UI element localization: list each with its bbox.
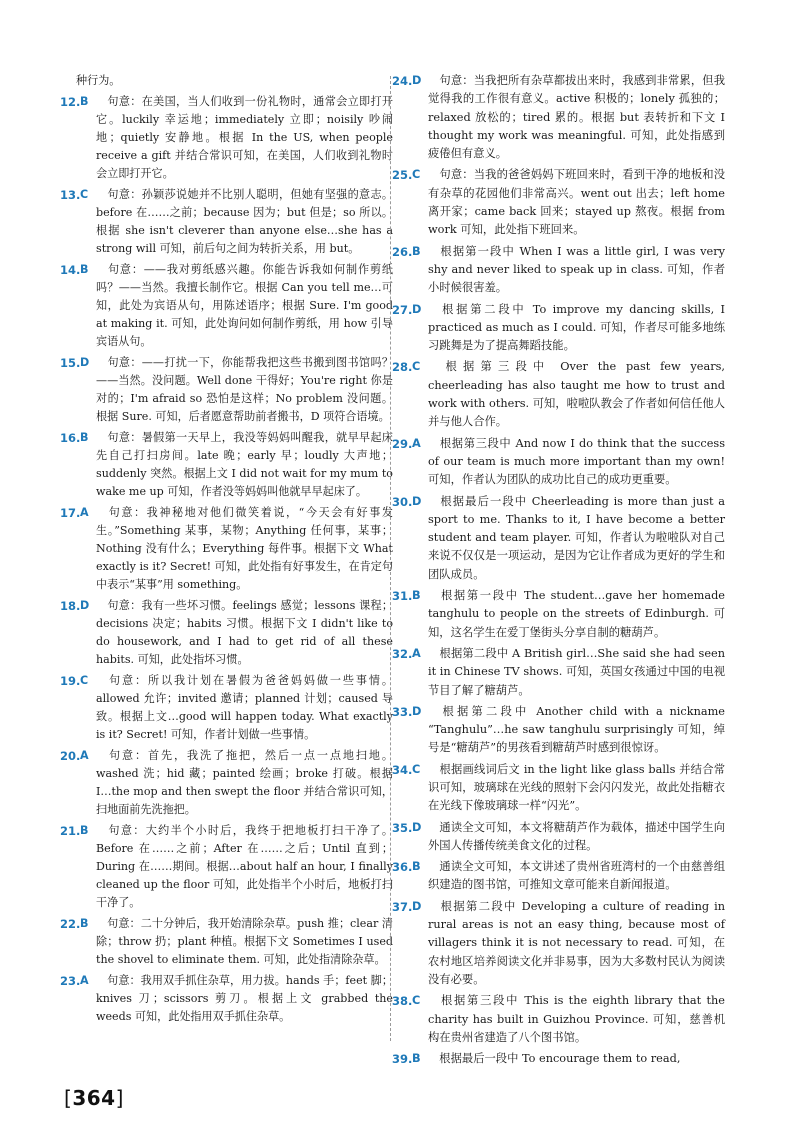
answer-item: [392, 301, 725, 356]
answer-letter: D: [412, 494, 422, 508]
explanation-text: 根据第二段中 A British girl…She said she had seen it in Chinese TV shows. 可知，英国女孩通过中国的电视节目了解了糖葫芦。: [428, 646, 725, 697]
answer-item: [60, 93, 393, 183]
question-number: 25.: [392, 168, 413, 183]
answer-letter: B: [80, 431, 89, 444]
question-number: 39.: [392, 1052, 413, 1067]
question-number: 38.: [392, 994, 413, 1009]
question-number: 24.: [392, 74, 413, 88]
explanation-text: 句意：——打扰一下，你能帮我把这些书搬到图书馆吗？——当然。没问题。Well done 干得好；You're right 你是对的；I'm afraid so 恐怕是这样；No problem 没问题。根据 Sure. 可知，后者愿意帮助前者搬书，D 项符合语境。: [96, 356, 393, 423]
question-number: 21.: [60, 824, 81, 838]
right-column: [392, 72, 725, 1071]
question-number: 26.: [392, 244, 413, 259]
explanation-text: 根据第一段中 When I was a little girl, I was very shy and never liked to speak up in class. 可知，作者小时候很害羞。: [428, 244, 725, 295]
question-number: 13.: [60, 188, 81, 202]
left-column: [60, 72, 393, 1029]
explanation-text: 句意：我有一些坏习惯。feelings 感觉；lessons 课程；decisions 决定；habits 习惯。根据下文 I didn't like to do housework, and I had to get rid of all these habits. 可知，此处指坏习惯。: [96, 599, 393, 666]
answer-letter: C: [80, 674, 89, 687]
explanation-text: 通读全文可知，本文讲述了贵州省班湾村的一个由慈善组织建造的图书馆，可推知文章可能来自新闻报道。: [428, 860, 725, 892]
explanation-text: 句意：暑假第一天早上，我没等妈妈叫醒我，就早早起床先自己打扫房间。late 晚；early 早；loudly 大声地；suddenly 突然。根据上文 I did not wait for my mum to wake me up 可知，作者没等妈妈叫他就早早起床了。: [96, 431, 393, 498]
answer-letter: D: [80, 599, 90, 612]
explanation-text: 根据第三段中 And now I do think that the success of our team is much more important than my own! 可知，作者认为团队的成功比自己的成功更重要。: [428, 436, 725, 487]
answer-letter: D: [80, 356, 90, 369]
question-number: 35.: [392, 820, 413, 835]
answer-item: [392, 587, 725, 642]
answer-letter: B: [412, 589, 421, 603]
question-number: 30.: [392, 494, 413, 509]
answer-item: [60, 354, 393, 426]
answer-letter: B: [80, 824, 89, 837]
explanation-text: 句意：我神秘地对他们微笑着说，“今天会有好事发生。”Something 某事，某物；Anything 任何事，某事；Nothing 没有什么；Everything 每件事。根据下文 What exactly is it? Secret! 可知，此处指有好事发生，在肯定句中表示“某事”用 something。: [96, 506, 393, 591]
answer-letter: B: [80, 917, 89, 930]
answer-item: [392, 819, 725, 856]
answer-item: [60, 672, 393, 744]
answer-item: [392, 992, 725, 1047]
answer-letter: C: [412, 360, 421, 374]
explanation-text: 句意：在美国，当人们收到一份礼物时，通常会立即打开它。luckily 幸运地；immediately 立即；noisily 吵闹地；quietly 安静地。根据 In the US, when people receive a gift 并结合常识可知，在美国，人们收到礼物时会立即打开它。: [96, 95, 393, 180]
answer-item: [392, 858, 725, 895]
answer-item: [392, 435, 725, 490]
question-number: 20.: [60, 749, 81, 763]
answer-item: [60, 261, 393, 351]
answer-letter: B: [80, 263, 89, 276]
explanation-text: 句意：当我的爸爸妈妈下班回来时，看到干净的地板和没有杂草的花园他们非常高兴。went out 出去；left home 离开家；came back 回来；stayed up 熬夜。根据 from work 可知，此处指下班回来。: [428, 168, 725, 237]
answer-letter: C: [412, 168, 421, 182]
question-number: 27.: [392, 302, 413, 317]
explanation-text: 句意：首先，我洗了拖把，然后一点一点地扫地。washed 洗；hid 藏；painted 绘画；broke 打破。根据 I…the mop and then swept the floor 并结合常识可知，扫地面前先洗拖把。: [96, 749, 393, 816]
question-number: 32.: [392, 646, 413, 661]
question-number: 15.: [60, 356, 81, 370]
answer-letter: D: [412, 74, 422, 87]
answer-item: [60, 429, 393, 501]
answer-item: [60, 747, 393, 819]
explanation-text: 句意：二十分钟后，我开始清除杂草。push 推；clear 清除；throw 扔；plant 种植。根据下文 Sometimes I used the shovel to eliminate them. 可知，此处指清除杂草。: [96, 917, 393, 966]
answer-item: [60, 915, 393, 969]
answer-letter: D: [412, 820, 422, 834]
question-number: 22.: [60, 917, 81, 931]
explanation-text: 根据第二段中 Another child with a nickname “Tanghulu”…he saw tanghulu surprisingly 可知，绰号是“糖葫芦”的男孩看到糖葫芦时感到很惊讶。: [428, 704, 725, 755]
explanation-text: 根据第一段中 The student…gave her homemade tanghulu to people on the streets of Edinburgh. 可知，这名学生在爱丁堡街头分享自制的糖葫芦。: [428, 589, 725, 639]
answer-letter: C: [412, 762, 421, 776]
column-divider: [390, 76, 391, 1041]
explanation-text: 根据第三段中 Over the past few years, cheerleading has also taught me how to trust and work with others. 可知，啦啦队教会了作者如何信任他人并与他人合作。: [428, 360, 725, 429]
answer-letter: D: [412, 302, 422, 316]
question-number: 37.: [392, 899, 413, 914]
explanation-text: 句意：——我对剪纸感兴趣。你能告诉我如何制作剪纸吗？——当然。我擅长制作它。根据 Can you tell me…可知，此处为宾语从句，用陈述语序；根据 Sure. I'm good at making it. 可知，此处询问如何制作剪纸，用 how 引导宾语从句。: [96, 263, 393, 348]
answer-item: [60, 504, 393, 594]
answer-item: [392, 493, 725, 584]
explanation-text: 根据第三段中 This is the eighth library that the charity has built in Guizhou Province. 可知，慈善机构在贵州省建造了八个图书馆。: [428, 994, 725, 1044]
answer-item: [392, 1050, 725, 1068]
question-number: 23.: [60, 974, 81, 988]
answer-item: [392, 761, 725, 816]
answer-letter: C: [80, 188, 89, 201]
answer-item: [68, 72, 393, 90]
explanation-text: 句意：我用双手抓住杂草，用力拔。hands 手；feet 脚；knives 刀；scissors 剪刀。根据上文 grabbed the weeds 可知，此处指用双手抓住杂草。: [96, 974, 393, 1023]
answer-item: [392, 358, 725, 431]
answer-item: [60, 822, 393, 912]
answer-letter: B: [412, 1052, 421, 1066]
answer-letter: B: [412, 860, 421, 874]
explanation-text: 根据最后一段中 Cheerleading is more than just a sport to me. Thanks to it, I have become a better student and team player. 可知，作者认为啦啦队对自己来说不仅仅是一项运动，是因为它让作者成为更好的学生和团队成员。: [428, 494, 725, 581]
answer-letter: D: [412, 899, 422, 913]
question-number: 19.: [60, 674, 81, 688]
answer-letter: D: [412, 704, 422, 718]
explanation-text: 根据最后一段中 To encourage them to read,: [439, 1052, 681, 1066]
explanation-text: 句意：大约半个小时后，我终于把地板打扫干净了。Before 在……之前；After 在……之后；Until 直到；During 在……期间。根据…about half an hour, I finally cleaned up the floor 可知，此处指半个小时后，地板打扫干净了。: [96, 824, 393, 909]
question-number: 33.: [392, 704, 413, 719]
answer-item: [392, 72, 725, 163]
answer-item: [60, 972, 393, 1026]
answer-letter: A: [80, 506, 89, 519]
answer-letter: A: [412, 646, 421, 660]
question-number: 36.: [392, 860, 413, 875]
answer-item: [392, 166, 725, 239]
answer-letter: A: [80, 974, 89, 987]
explanation-text: 根据画线词后文 in the light like glass balls 并结合常识可知，玻璃球在光线的照射下会闪闪发光，故此处指糖衣在光线下像玻璃球一样“闪光”。: [428, 762, 725, 813]
explanation-text: 根据第二段中 To improve my dancing skills, I practiced as much as I could. 可知，作者尽可能多地练习跳舞是为了提高舞蹈技能。: [428, 302, 725, 353]
explanation-text: 句意：所以我计划在暑假为爸爸妈妈做一些事情。allowed 允许；invited 邀请；planned 计划；caused 导致。根据上文…good will happen today. What exactly is it? Secret! 可知，作者计划做一些事情。: [96, 674, 393, 741]
answer-letter: C: [412, 994, 421, 1008]
answer-item: [392, 243, 725, 298]
question-number: 34.: [392, 762, 413, 777]
answer-item: [392, 703, 725, 758]
answer-letter: B: [80, 95, 89, 108]
answer-letter: A: [412, 436, 421, 450]
explanation-text: 种行为。: [76, 74, 121, 87]
question-number: 18.: [60, 599, 81, 613]
question-number: 14.: [60, 263, 81, 277]
answer-item: [60, 597, 393, 669]
answer-item: [392, 898, 725, 989]
question-number: 12.: [60, 95, 81, 109]
explanation-text: 根据第二段中 Developing a culture of reading in rural areas is not an easy thing, because most of villagers think it is not necessary to read. 可知，在农村地区培养阅读文化并非易事，因为大多数村民认为阅读没有必要。: [428, 899, 725, 986]
explanation-text: 句意：当我把所有杂草都拔出来时，我感到非常累，但我觉得我的工作很有意义。active 积极的；lonely 孤独的；relaxed 放松的；tired 累的。根据 but 表转折和下文 I thought my work was meaningful. 可知，此处指感到疲倦但有意义。: [428, 74, 725, 161]
answer-item: [392, 645, 725, 700]
question-number: 28.: [392, 360, 413, 375]
answer-letter: A: [80, 749, 89, 762]
question-number: 29.: [392, 436, 413, 451]
answer-item: [60, 186, 393, 258]
question-number: 17.: [60, 506, 81, 520]
page-number: [364]: [64, 1086, 124, 1110]
explanation-text: 句意：孙颖莎说她并不比别人聪明，但她有坚强的意志。before 在……之前；because 因为；but 但是；so 所以。根据 she isn't cleverer than anyone else…she has a strong will 可知，前后句之间为转折关系，用 but。: [96, 188, 393, 255]
question-number: 31.: [392, 589, 413, 604]
explanation-text: 通读全文可知，本文将糖葫芦作为载体，描述中国学生向外国人传播传统美食文化的过程。: [428, 820, 725, 852]
question-number: 16.: [60, 431, 81, 445]
answer-letter: B: [412, 244, 421, 258]
